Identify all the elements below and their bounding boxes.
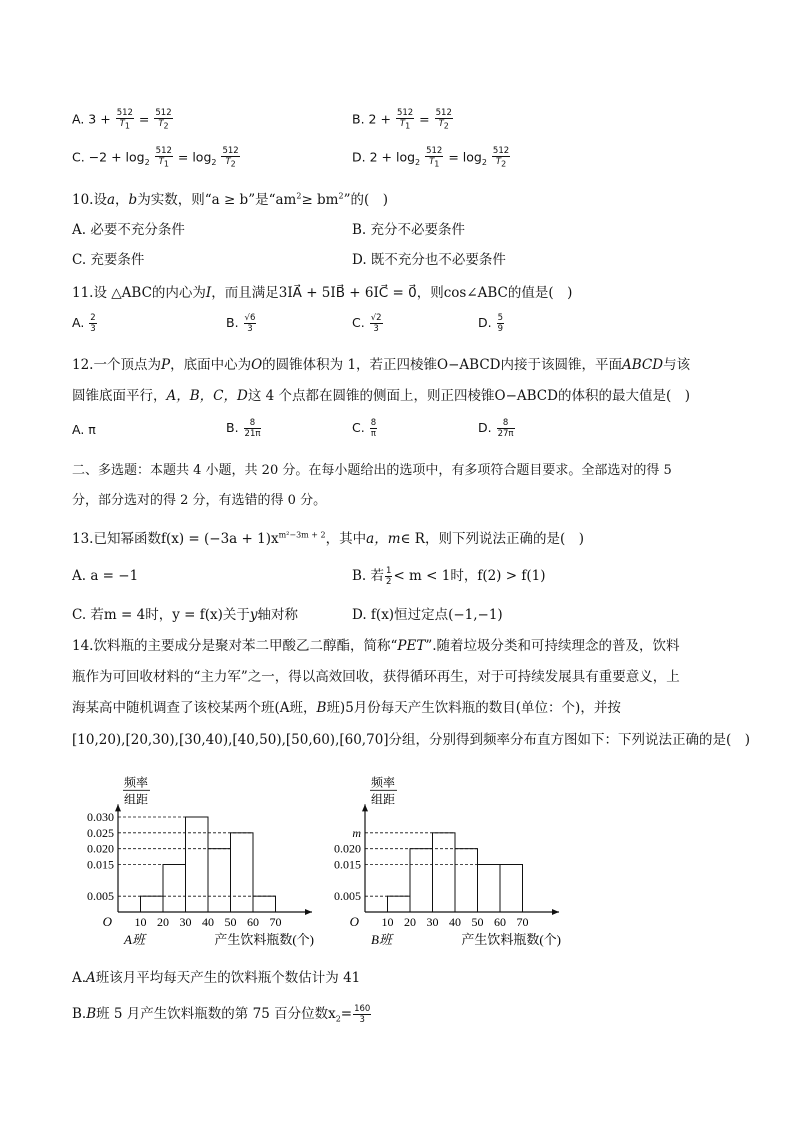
histogram-bar	[478, 865, 501, 913]
y-tick-label: 0.020	[334, 841, 361, 856]
class-label: B班	[371, 932, 392, 947]
y-tick-label: 0.015	[334, 857, 361, 872]
y-tick-label: 0.015	[87, 857, 114, 872]
x-tick-label: 10	[381, 915, 394, 929]
histogram-bar	[433, 833, 456, 912]
q11-option-a[interactable]: A. $\frac{2}{3}$	[72, 313, 96, 334]
x-tick-label: 40	[202, 915, 214, 929]
histogram-bar	[208, 849, 231, 912]
x-tick-label: 20	[157, 915, 169, 929]
q11-option-d[interactable]: D. $\frac{5}{9}$	[478, 313, 504, 334]
q10-option-a[interactable]: A. 必要不充分条件	[72, 222, 185, 238]
q9-option-d[interactable]: D. $2 + \log_2$ $\frac{512}{T_1}$ = $\log_2$ $\frac{512}{T_2}$	[352, 146, 510, 169]
histogram-bar	[141, 896, 164, 912]
y-label-bottom: 组距	[124, 792, 149, 807]
x-tick-label: 60	[247, 915, 259, 929]
fraction: $\frac{512}{T_2}$	[435, 108, 452, 131]
x-tick-label: 50	[471, 915, 484, 929]
histogram-bar	[186, 817, 209, 912]
q12-option-b[interactable]: B. $\frac{8}{21\pi}$	[226, 418, 261, 439]
histograms	[72, 760, 592, 950]
origin-label: O	[102, 914, 112, 929]
fraction: $\frac{512}{T_2}$	[222, 146, 239, 169]
histogram-svg	[72, 760, 592, 950]
q9-option-c[interactable]: C. $-2 + \log_2$ $\frac{512}{T_1}$ = $\log_2$ $\frac{512}{T_2}$	[72, 146, 239, 169]
histogram-bar	[163, 865, 186, 913]
y-tick-label: m	[352, 825, 361, 840]
x-tick-label: 30	[179, 915, 192, 929]
q11-option-c[interactable]: C. $\frac{√2}{3}$	[352, 313, 382, 334]
q11-option-b[interactable]: B. $\frac{√6}{3}$	[226, 313, 256, 334]
q12-option-d[interactable]: D. $\frac{8}{27\pi}$	[478, 418, 514, 439]
q13-option-b[interactable]: B. 若 $\frac{1}{2}$ < m < 1时，f(2) > f(1)	[352, 566, 546, 587]
q10-option-b[interactable]: B. 充分不必要条件	[352, 222, 466, 238]
fraction: $\frac{512}{T_1}$	[426, 146, 443, 169]
x-tick-label: 30	[426, 915, 439, 929]
q14-stem-line2: 瓶作为可回收材料的“主力军”之一，得以高效回收，获得循环再生，对于可持续发展具有重要意义，上	[72, 669, 680, 685]
y-label-top: 频率	[371, 775, 396, 790]
q14-stem-line1: 14.饮料瓶的主要成分是聚对苯二甲酸乙二醇酯，简称“PET”.随着垃圾分类和可持续理念的普及，饮料	[72, 638, 680, 654]
q13-option-a[interactable]: A. a = −1	[72, 568, 139, 584]
q9-option-a[interactable]: A. 3 + $\frac{512}{T_1}$ = $\frac{512}{T_2}$	[72, 108, 172, 131]
x-tick-label: 70	[269, 915, 282, 929]
section-heading-line2: 分，部分选对的得 2 分，有选错的得 0 分。	[72, 493, 327, 508]
x-axis-label: 产生饮料瓶数(个)	[461, 932, 561, 947]
y-tick-label: 0.005	[87, 889, 114, 904]
q14-stem-line4: [10,20),[20,30),[30,40),[40,50),[50,60),[60,70]分组，分别得到频率分布直方图如下：下列说法正确的是( )	[72, 732, 751, 748]
q10-option-d[interactable]: D. 既不充分也不必要条件	[352, 252, 506, 268]
histogram-bar	[410, 849, 433, 912]
x-axis-label: 产生饮料瓶数(个)	[214, 932, 314, 947]
q12-option-a[interactable]: A. π	[72, 422, 96, 437]
fraction: $\frac{512}{T_1}$	[396, 108, 414, 131]
q13-stem: 13.已知幂函数$f(x) = (-3a + 1)x^{m^2-3m + 2}$，其中a，m∈ R，则下列说法正确的是( )	[72, 530, 584, 547]
y-tick-label: 0.025	[87, 825, 114, 840]
y-tick-label: 0.020	[87, 841, 114, 856]
y-tick-label: 0.005	[334, 889, 361, 904]
histogram-bar	[253, 896, 276, 912]
q12-option-c[interactable]: C. $\frac{8}{\pi}$	[352, 418, 377, 439]
x-tick-label: 40	[449, 915, 461, 929]
q10-option-c[interactable]: C. 充要条件	[72, 252, 145, 268]
q11-stem: 11.设 △ABC的内心为I，而且满足3IA⃗ + 5IB⃗ + 6IC⃗ = 0⃗，则cos∠ABC的值是( )	[72, 285, 573, 301]
histogram-bar	[455, 849, 478, 912]
x-tick-label: 20	[404, 915, 416, 929]
q14-option-b[interactable]: B.B班 5 月产生饮料瓶数的第 75 百分位数$x_2=$ $\frac{160}{3}$	[72, 1004, 371, 1025]
fraction: $\frac{512}{T_1}$	[155, 146, 172, 169]
q14-option-a[interactable]: A.A班该月平均每天产生的饮料瓶个数估计为 41	[72, 970, 361, 986]
x-tick-label: 60	[494, 915, 506, 929]
q12-stem-line2: 圆锥底面平行，A，B，C，D这 4 个点都在圆锥的侧面上，则正四棱锥O−ABCD的体积的最大值是( )	[72, 388, 690, 404]
x-tick-label: 70	[516, 915, 529, 929]
x-tick-label: 50	[224, 915, 237, 929]
q10-stem: 10.设a，b为实数，则“a ≥ b”是“$am^2\ge bm^2$”的( )	[72, 191, 389, 208]
fraction: $\frac{512}{T_2}$	[155, 108, 172, 131]
histogram-bar	[388, 896, 411, 912]
y-axis-arrow	[362, 804, 368, 811]
class-label: A班	[124, 932, 145, 947]
y-tick-label: 0.030	[87, 810, 114, 824]
x-axis-arrow	[552, 909, 559, 915]
section-heading: 二、多选题：本题共 4 小题，共 20 分。在每小题给出的选项中，有多项符合题目要求。全部选对的得 5	[72, 463, 672, 478]
q13-option-c[interactable]: C. 若m = 4时，y = f(x)关于y轴对称	[72, 607, 299, 623]
y-label-bottom: 组距	[371, 792, 396, 807]
origin-label: O	[349, 914, 359, 929]
fraction: $\frac{512}{T_1}$	[116, 108, 133, 131]
q9-option-b[interactable]: B. 2 + $\frac{512}{T_1}$ = $\frac{512}{T_2}$	[352, 108, 452, 131]
q12-stem-line1: 12.一个顶点为P，底面中心为O的圆锥体积为 1，若正四棱锥O−ABCD内接于该圆锥，平面ABCD与该	[72, 357, 691, 373]
q13-option-d[interactable]: D. f(x)恒过定点(−1,−1)	[352, 607, 503, 623]
q14-stem-line3: 海某高中随机调查了该校某两个班(A班，B班)5月份每天产生饮料瓶的数目(单位：个)，并按	[72, 700, 621, 716]
y-label-top: 频率	[124, 775, 149, 790]
y-axis-arrow	[115, 804, 121, 811]
histogram-bar	[500, 865, 523, 913]
histogram-bar	[231, 833, 254, 912]
fraction: $\frac{512}{T_2}$	[492, 146, 510, 169]
x-axis-arrow	[305, 909, 312, 915]
x-tick-label: 10	[134, 915, 147, 929]
